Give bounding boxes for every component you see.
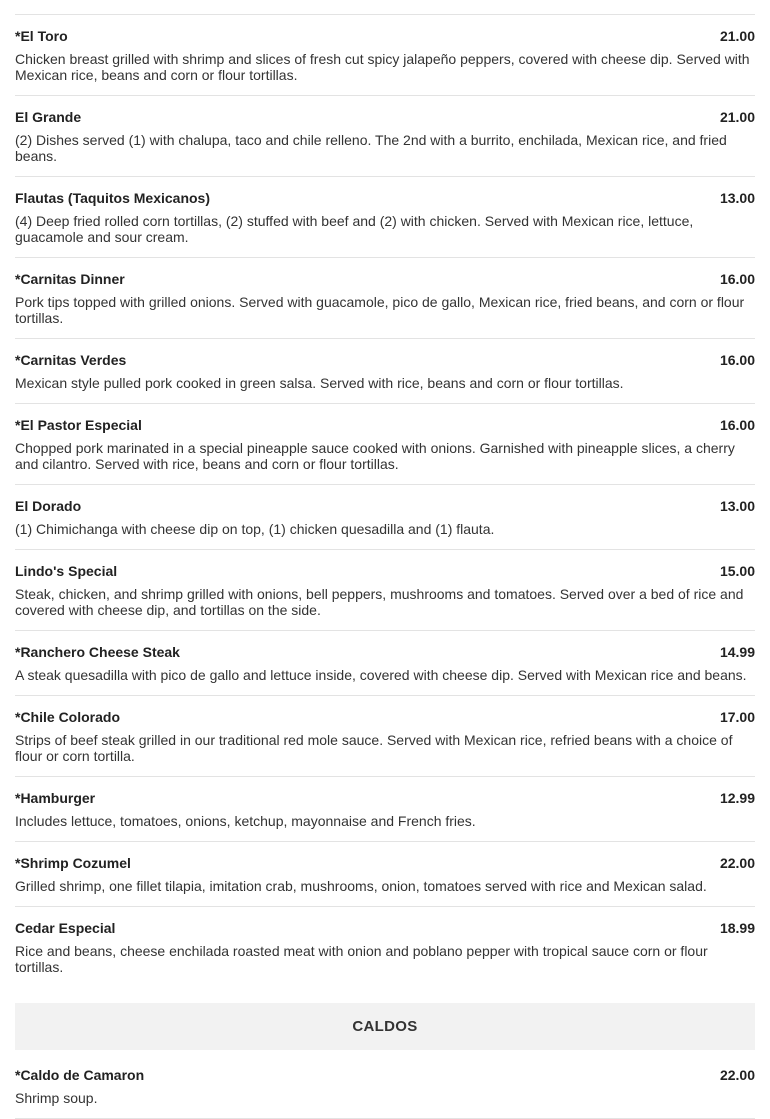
menu-item-flautas [15,177,755,258]
item-description: A steak quesadilla with pico de gallo and lettuce inside, covered with cheese dip. Served with Mexican rice and beans. [15,667,747,683]
menu-item-caldo-de-camaron [15,1050,755,1119]
item-name: Lindo's Special [15,563,118,579]
item-name: *El Pastor Especial [15,417,142,433]
menu-item-ranchero-cheese-steak [15,631,755,696]
item-name: *Hamburger [15,790,96,806]
menu-item-shrimp-cozumel [15,842,755,907]
item-description: Steak, chicken, and shrimp grilled with onions, bell peppers, mushrooms and tomatoes. Served over a bed of rice and covered with cheese dip, and tortillas on the side. [15,586,744,618]
item-description: Mexican style pulled pork cooked in green salsa. Served with rice, beans and corn or flour tortillas. [15,375,624,391]
item-description: Grilled shrimp, one fillet tilapia, imitation crab, mushrooms, onion, tomatoes served with rice and Mexican salad. [15,878,707,894]
top-divider [15,0,755,15]
item-price: 16.00 [719,417,755,433]
item-name: El Grande [15,109,82,125]
item-price: 14.99 [719,644,755,660]
item-name: Flautas (Taquitos Mexicanos) [15,190,210,206]
section-header-caldos: CALDOS [15,1003,755,1050]
menu-item-hamburger [15,777,755,842]
item-name: *Chile Colorado [15,709,121,725]
item-price: 17.00 [719,709,755,725]
menu-item-carnitas-dinner [15,258,755,339]
menu-item-el-toro [15,15,755,96]
item-description: (4) Deep fried rolled corn tortillas, (2) stuffed with beef and (2) with chicken. Served with Mexican rice, lettuce, guacamole and sour cream. [15,213,694,245]
menu-item-el-grande [15,96,755,177]
item-description: (1) Chimichanga with cheese dip on top, (1) chicken quesadilla and (1) flauta. [15,521,495,537]
item-price: 13.00 [719,190,755,206]
menu-item-cedar-especial [15,907,755,987]
item-name: *Shrimp Cozumel [15,855,131,871]
item-price: 18.99 [719,920,755,936]
menu-item-carnitas-verdes [15,339,755,404]
item-price: 12.99 [719,790,755,806]
item-description: Rice and beans, cheese enchilada roasted meat with onion and poblano pepper with tropical sauce corn or flour tortillas. [15,943,708,975]
menu-item-el-dorado [15,485,755,550]
item-description: Strips of beef steak grilled in our traditional red mole sauce. Served with Mexican rice, refried beans with a choice of flour or corn tortilla. [15,732,733,764]
item-description: Pork tips topped with grilled onions. Served with guacamole, pico de gallo, Mexican rice, fried beans, and corn or flour tortillas. [15,294,745,326]
item-name: Cedar Especial [15,920,116,936]
item-name: El Dorado [15,498,82,514]
item-description: Includes lettuce, tomatoes, onions, ketchup, mayonnaise and French fries. [15,813,476,829]
menu-item-chile-colorado [15,696,755,777]
item-price: 21.00 [719,109,755,125]
item-name: *Carnitas Verdes [15,352,127,368]
item-description: Shrimp soup. [15,1090,98,1106]
menu-list [15,0,755,1119]
item-price: 15.00 [719,563,755,579]
item-price: 22.00 [719,1067,755,1083]
menu-item-lindos-special [15,550,755,631]
item-description: Chicken breast grilled with shrimp and slices of fresh cut spicy jalapeño peppers, covered with cheese dip. Served with Mexican rice, beans and corn or flour tortillas. [15,51,750,83]
item-price: 22.00 [719,855,755,871]
item-name: *Ranchero Cheese Steak [15,644,180,660]
item-description: (2) Dishes served (1) with chalupa, taco and chile relleno. The 2nd with a burrito, enchilada, Mexican rice, and fried beans. [15,132,727,164]
item-name: *Caldo de Camaron [15,1067,145,1083]
item-price: 16.00 [719,271,755,287]
item-price: 21.00 [719,28,755,44]
item-description: Chopped pork marinated in a special pineapple sauce cooked with onions. Garnished with pineapple slices, a cherry and cilantro. Served with rice, beans and corn or flour tortillas. [15,440,735,472]
item-price: 13.00 [719,498,755,514]
item-name: *Carnitas Dinner [15,271,125,287]
menu-item-el-pastor-especial [15,404,755,485]
item-price: 16.00 [719,352,755,368]
item-name: *El Toro [15,28,68,44]
